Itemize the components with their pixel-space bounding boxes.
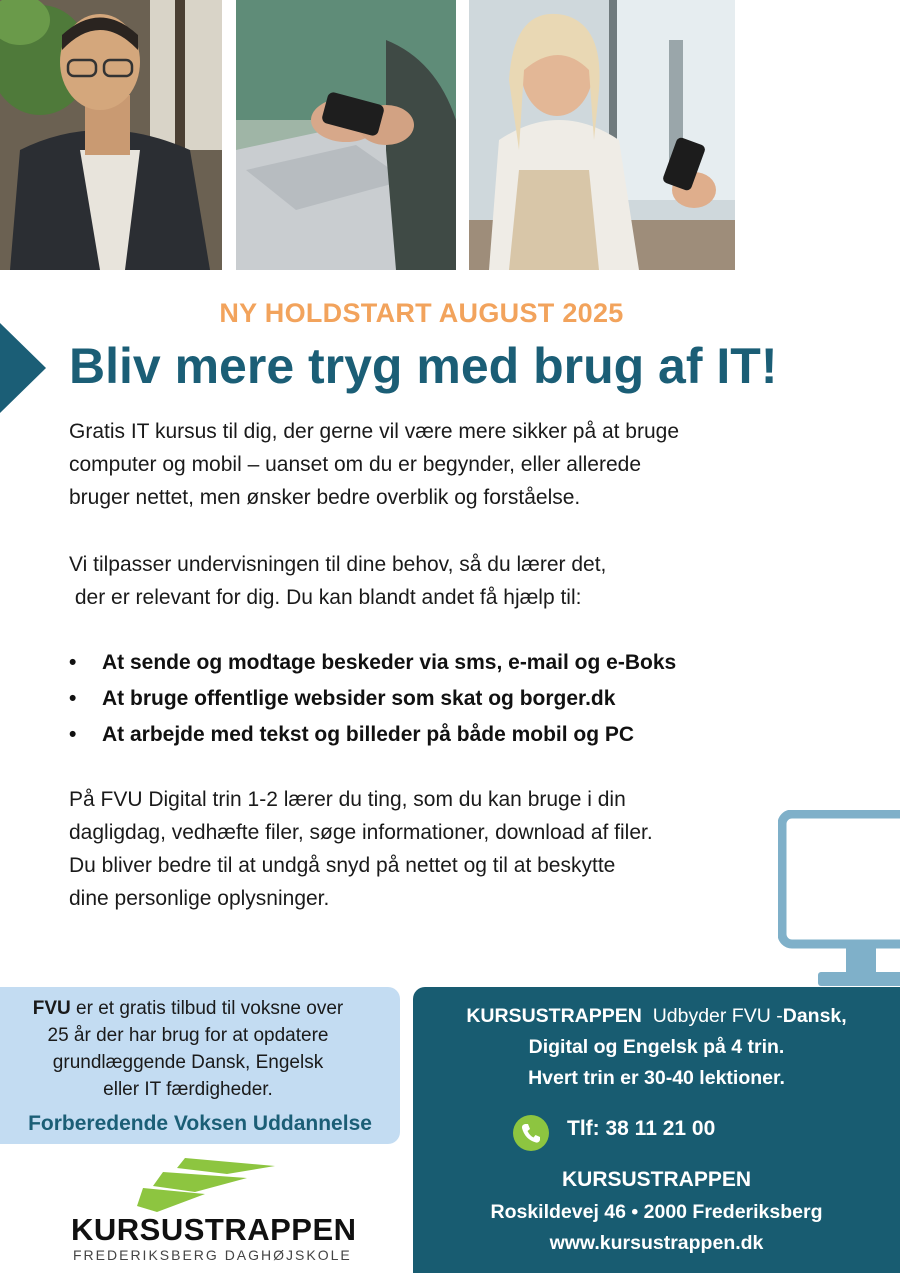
fvu-lead: FVU [32, 998, 71, 1019]
fvu-info-line: 25 år der har brug for at opdatere [47, 1025, 329, 1046]
headline: Bliv mere tryg med brug af IT! [69, 338, 778, 394]
list-item [69, 681, 676, 717]
tailor-line: der er relevant for dig. Du kan blandt andet få hjælp til: [69, 586, 582, 609]
photo-hands-holding-phone-icon [236, 0, 456, 270]
fvu-description-line: På FVU Digital trin 1-2 lærer du ting, som du kan bruge i din [69, 788, 626, 811]
website-link[interactable]: www.kursustrappen.dk [549, 1232, 764, 1254]
teal-triangle-accent [0, 323, 46, 413]
offer-pre: Udbyder FVU - [652, 1005, 783, 1027]
fvu-info-line: eller IT færdigheder. [103, 1079, 273, 1100]
intro-paragraph [69, 415, 679, 514]
fvu-description-line: dagligdag, vedhæfte filer, søge informationer, download af filer. [69, 821, 653, 844]
photo-hands-holding-phone [236, 0, 456, 270]
bullet-dot: • [69, 723, 77, 746]
photo-man-with-glasses [0, 0, 222, 270]
offer-bold: Dansk, [782, 1005, 847, 1027]
bullet-dot: • [69, 651, 77, 674]
fvu-description-line: Du bliver bedre til at undgå snyd på nettet og til at beskytte [69, 854, 616, 877]
tailor-line: Vi tilpasser undervisningen til dine behov, så du lærer det, [69, 553, 607, 576]
photo-woman-with-phone-icon [469, 0, 735, 270]
offer-line-3: Hvert trin er 30-40 lektioner. [528, 1067, 785, 1089]
monitor-icon [778, 810, 900, 990]
fvu-description [69, 783, 653, 915]
intro-line: bruger nettet, men ønsker bedre overblik og forståelse. [69, 486, 581, 509]
bullet-text: At arbejde med tekst og billeder på både mobil og PC [102, 723, 635, 746]
fvu-info-line: grundlæggende Dansk, Engelsk [52, 1052, 324, 1073]
phone-icon [513, 1115, 549, 1151]
fvu-info-text [8, 995, 368, 1103]
photo-woman-with-phone [469, 0, 735, 270]
brand-name: KURSUSTRAPPEN [466, 1005, 642, 1027]
kursustrappen-logo-stripes-icon [135, 1156, 285, 1214]
bullet-text: At sende og modtage beskeder via sms, e-mail og e-Boks [102, 651, 677, 674]
fvu-line1-rest: er et gratis tilbud til voksne over [70, 998, 344, 1019]
list-item [69, 717, 676, 753]
offer-line-2: Digital og Engelsk på 4 trin. [528, 1036, 785, 1058]
list-item [69, 645, 676, 681]
logo-wordmark: KURSUSTRAPPEN [71, 1212, 357, 1247]
benefits-list [69, 645, 676, 753]
tailor-paragraph [69, 548, 606, 614]
bullet-text: At bruge offentlige websider som skat og borger.dk [102, 687, 616, 710]
company-name: KURSUSTRAPPEN [561, 1168, 752, 1191]
kicker: NY HOLDSTART AUGUST 2025 [219, 298, 624, 328]
bullet-dot: • [69, 687, 77, 710]
logo-subtitle: FREDERIKSBERG DAGHØJSKOLE [73, 1247, 352, 1263]
fvu-full-name: Forberedende Voksen Uddannelse [28, 1112, 372, 1135]
photo-man-with-glasses-icon [0, 0, 222, 270]
contact-panel [413, 987, 900, 1273]
intro-line: computer og mobil – uanset om du er begynder, eller allerede [69, 453, 642, 476]
fvu-info-line [8, 995, 368, 1022]
offer-line-1 [413, 1001, 900, 1031]
fvu-description-line: dine personlige oplysninger. [69, 887, 330, 910]
intro-line: Gratis IT kursus til dig, der gerne vil være mere sikker på at bruge [69, 420, 680, 443]
phone-number[interactable]: Tlf: 38 11 21 00 [567, 1117, 716, 1140]
address: Roskildevej 46 • 2000 Frederiksberg [490, 1201, 823, 1223]
